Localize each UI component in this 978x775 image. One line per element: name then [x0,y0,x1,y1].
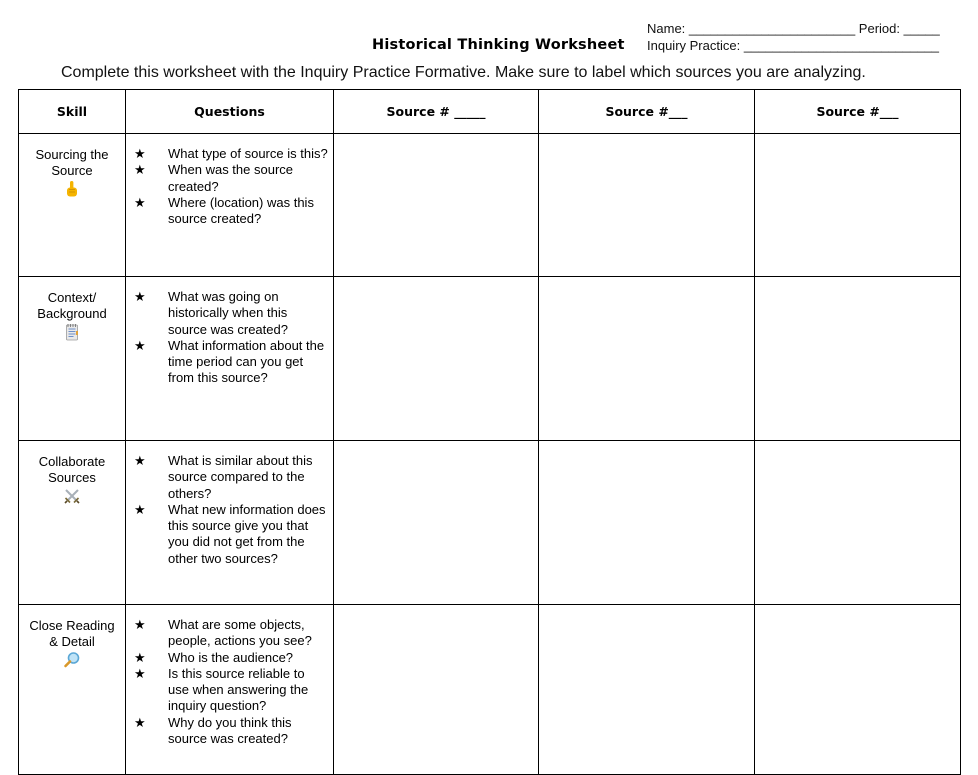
star-bullet-icon: ★ [134,617,146,632]
table-row [19,441,961,605]
crossed-swords-icon [63,487,81,505]
worksheet-table [18,89,961,775]
star-bullet-icon: ★ [134,337,146,353]
question-item: ★ Is this source reliable to use when answering the inquiry question? [134,665,309,714]
source-2-answer-cell[interactable] [539,605,755,775]
star-bullet-icon: ★ [134,146,146,161]
column-header-skill: Skill [19,90,126,134]
star-bullet-icon: ★ [134,714,146,730]
source-2-answer-cell[interactable] [539,134,755,277]
questions-cell [126,605,334,775]
table-row [19,134,961,277]
column-header-source-1: Source # _____ [334,90,539,134]
worksheet-title: Historical Thinking Worksheet [372,37,625,53]
column-header-source-3: Source #___ [755,90,961,134]
question-item: ★ Where (location) was this source created? [134,194,314,227]
star-bullet-icon: ★ [134,289,146,304]
source-1-answer-cell[interactable] [334,277,539,441]
header-row [19,90,961,134]
question-item: ★ What is similar about this source compared to the others? [134,453,313,501]
instructions: Complete this worksheet with the Inquiry Practice Formative. Make sure to label which sources you are analyzing. [61,64,866,81]
source-1-answer-cell[interactable] [334,134,539,277]
source-3-answer-cell[interactable] [755,605,961,775]
table-row [19,605,961,775]
source-1-answer-cell[interactable] [334,441,539,605]
inquiry-practice-line: Inquiry Practice: ___________________________ [647,38,940,53]
source-3-answer-cell[interactable] [755,134,961,277]
skill-label: Context/ Background [37,290,107,321]
column-header-questions: Questions [126,90,334,134]
column-header-source-2: Source #___ [539,90,755,134]
star-bullet-icon: ★ [134,665,146,681]
question-item: ★ What type of source is this? [134,146,328,161]
question-item: ★ What are some objects, people, actions you see? [134,617,312,649]
skill-label: Close Reading & Detail [29,618,115,649]
questions-cell [126,441,334,605]
star-bullet-icon: ★ [134,501,146,517]
source-2-answer-cell[interactable] [539,277,755,441]
question-item: ★ What was going on historically when this source was created? [134,289,288,337]
source-3-answer-cell[interactable] [755,441,961,605]
name-period-line: Name: _______________________ Period: _____ [647,21,940,36]
magnifying-glass-icon [63,651,81,669]
questions-cell [126,134,334,277]
question-item: ★ Who is the audience? [134,649,294,665]
star-bullet-icon: ★ [134,453,146,468]
notepad-icon [64,323,80,341]
table-row [19,277,961,441]
skill-cell [19,441,126,605]
source-2-answer-cell[interactable] [539,441,755,605]
skill-label: Sourcing the Source [35,147,109,178]
skill-cell [19,605,126,775]
question-item: ★ What new information does this source give you that you did not get from the other two sources? [134,501,326,566]
question-item: ★ Why do you think this source was created? [134,714,292,747]
skill-cell [19,277,126,441]
questions-cell [126,277,334,441]
question-item: ★ What information about the time period can you get from this source? [134,337,325,386]
source-3-answer-cell[interactable] [755,277,961,441]
star-bullet-icon: ★ [134,649,146,665]
star-bullet-icon: ★ [134,194,146,210]
star-bullet-icon: ★ [134,162,146,178]
pointing-finger-icon [64,180,80,198]
question-item: ★ When was the source created? [134,162,294,194]
skill-cell [19,134,126,277]
source-1-answer-cell[interactable] [334,605,539,775]
skill-label: Collaborate Sources [38,454,106,485]
